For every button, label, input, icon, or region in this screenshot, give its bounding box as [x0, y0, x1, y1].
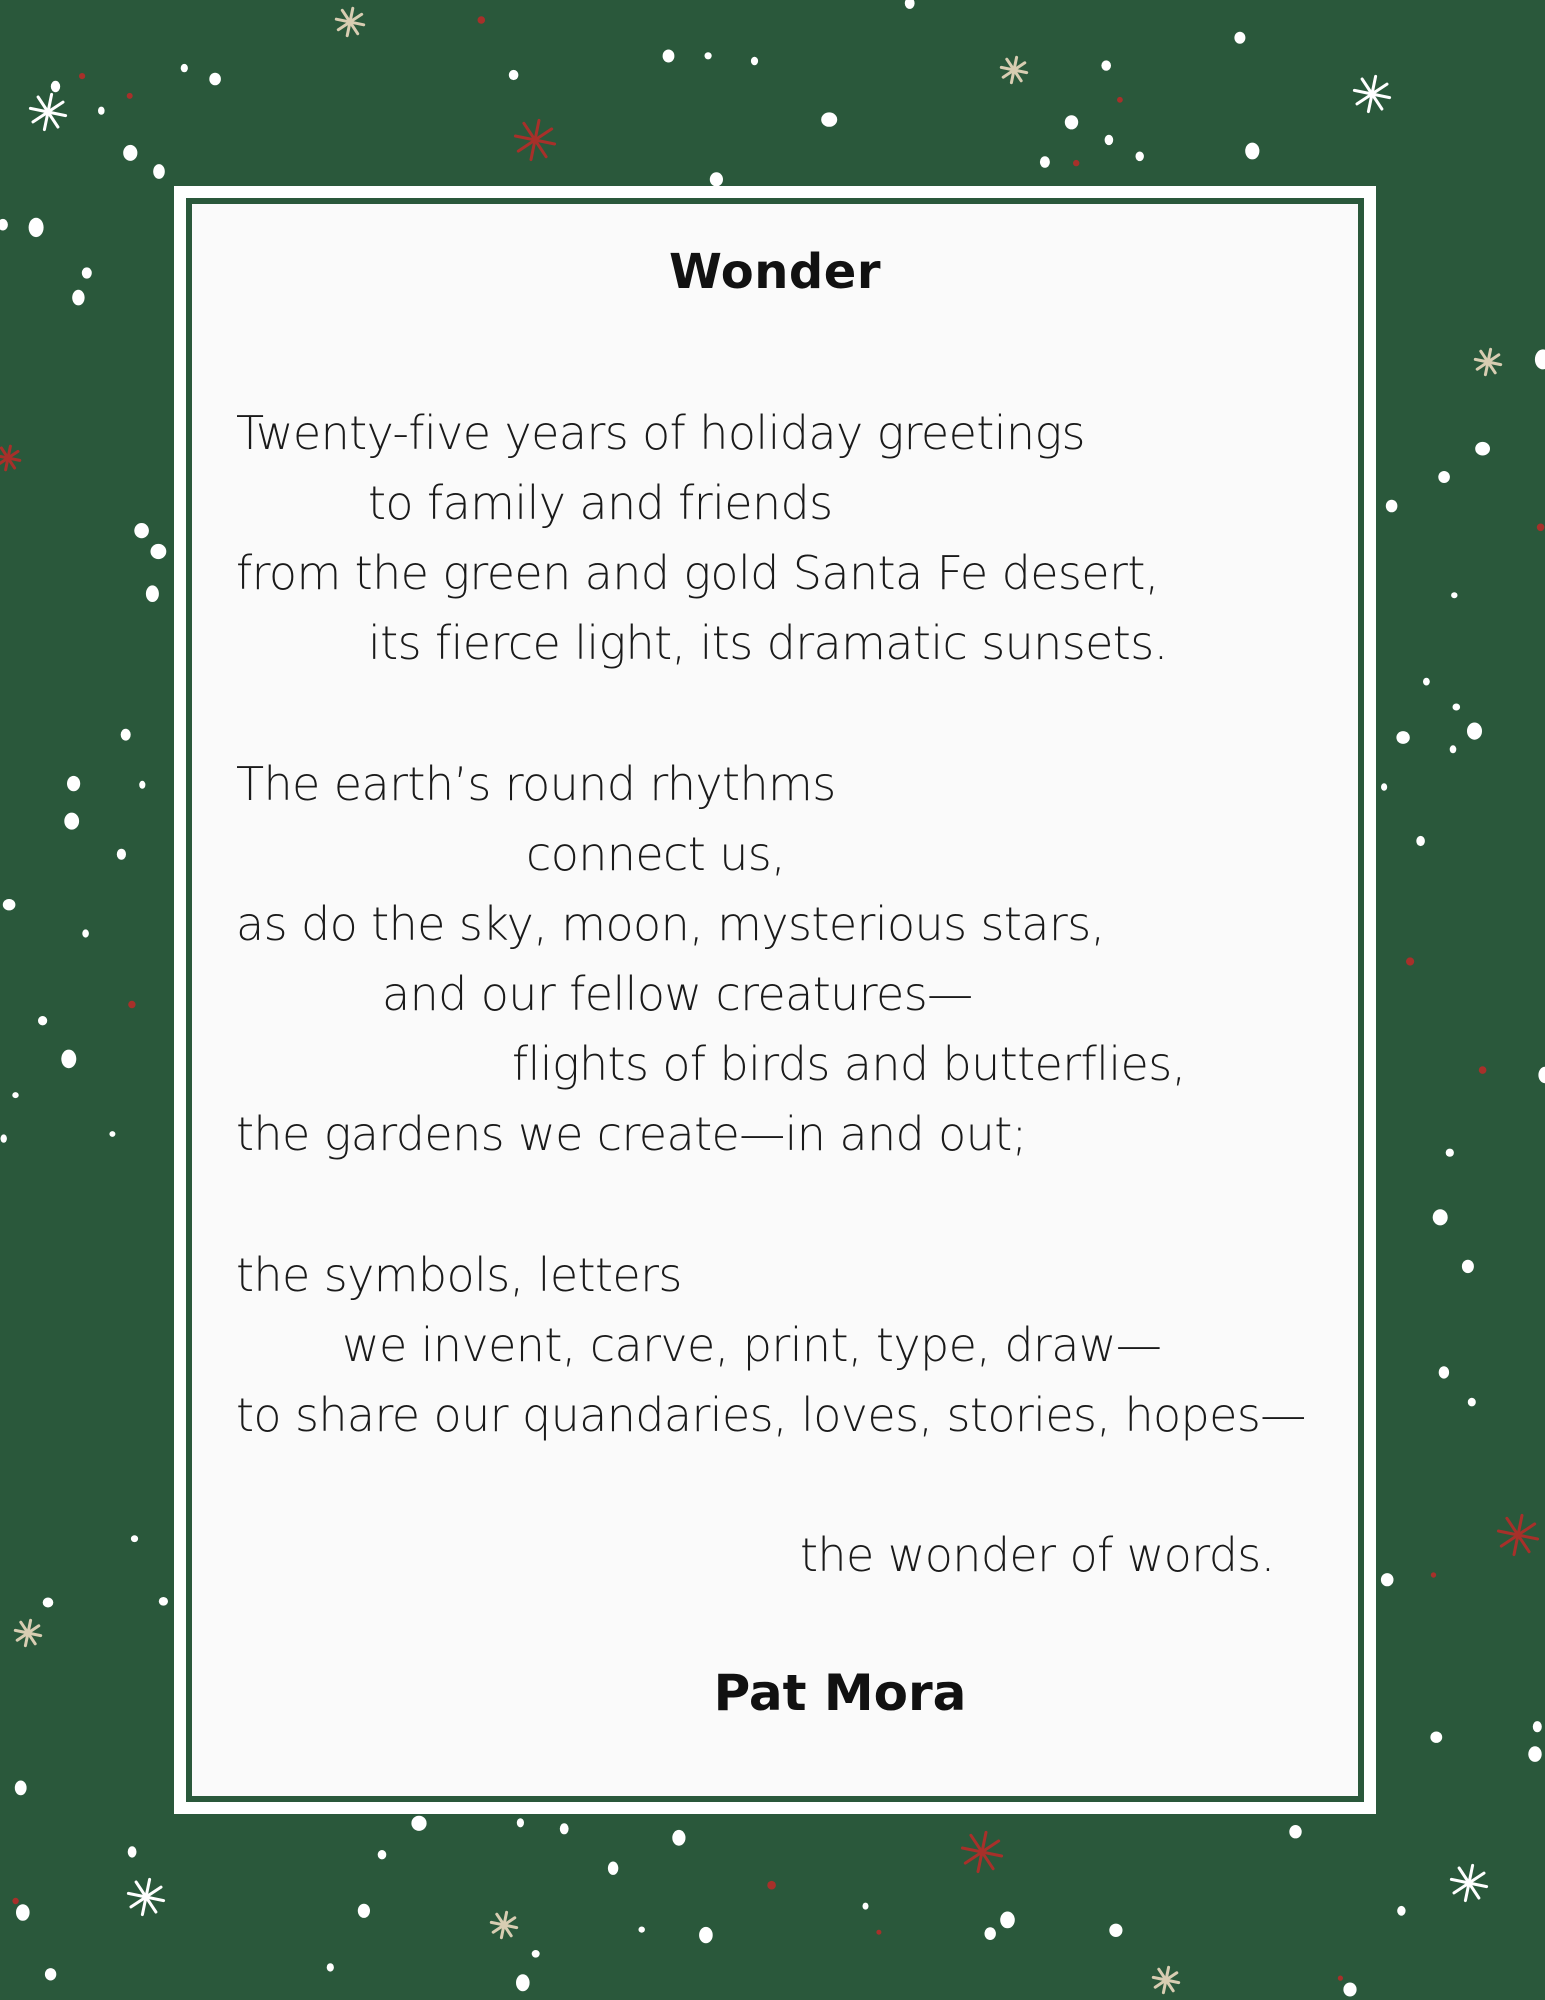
snow-dot — [1439, 1366, 1449, 1378]
snow-dot — [43, 1598, 54, 1608]
poem-card-inner — [186, 198, 1364, 1802]
snow-dot — [1397, 1906, 1405, 1916]
snow-dot — [67, 776, 80, 791]
snow-dot — [1101, 60, 1111, 70]
snow-dot — [1040, 156, 1050, 168]
star-icon — [515, 120, 554, 159]
snow-dot — [509, 70, 519, 80]
snow-dot — [1, 1134, 7, 1142]
snow-dot — [16, 1904, 30, 1921]
snow-dot — [710, 172, 723, 186]
snow-dot — [0, 219, 8, 231]
star-icon — [30, 94, 65, 129]
snow-dot — [1000, 1912, 1015, 1929]
snow-dot — [1538, 1067, 1545, 1083]
snow-dot — [1475, 442, 1490, 456]
snow-dot — [82, 929, 89, 937]
poem-line: the gardens we create—in and out; — [236, 1107, 1027, 1161]
snow-dot — [1528, 1746, 1541, 1762]
red-dot — [12, 1898, 18, 1904]
star-icon — [1475, 349, 1500, 374]
snow-dot — [159, 1597, 168, 1606]
red-dot — [1338, 1976, 1343, 1981]
snow-dot — [1451, 592, 1457, 598]
star-icon — [962, 1832, 1001, 1871]
snow-dot — [45, 1968, 56, 1980]
red-dot — [1406, 957, 1414, 965]
snow-dot — [411, 1816, 426, 1831]
snow-dot — [181, 64, 188, 72]
star-icon — [15, 1620, 40, 1645]
snow-dot — [517, 1818, 524, 1827]
red-dot — [1117, 97, 1123, 103]
snow-dot — [1136, 152, 1144, 162]
poem-line: from the green and gold Santa Fe desert, — [236, 546, 1159, 600]
snow-dot — [1105, 135, 1114, 145]
snow-dot — [1453, 704, 1461, 711]
snow-dot — [38, 1016, 47, 1025]
poem-line: and our fellow creatures— — [382, 967, 973, 1021]
poem-line: The earth’s round rhythms — [236, 757, 836, 811]
snow-dot — [1433, 1209, 1448, 1225]
poem-line: the wonder of words. — [800, 1528, 1275, 1582]
snow-dot — [139, 781, 145, 789]
red-dot — [1073, 160, 1079, 166]
poem-line: connect us, — [526, 827, 786, 881]
star-icon — [128, 1879, 163, 1914]
snow-dot — [15, 1781, 27, 1796]
red-dot — [478, 16, 486, 24]
snow-dot — [1416, 836, 1425, 846]
snow-dot — [663, 50, 675, 63]
star-icon — [336, 8, 363, 35]
snow-dot — [863, 1903, 869, 1910]
red-dot — [1479, 1066, 1487, 1074]
snow-dot — [146, 585, 159, 602]
snow-dot — [72, 290, 84, 306]
poem-line: flights of birds and butterflies, — [512, 1037, 1186, 1091]
snow-dot — [378, 1850, 387, 1859]
snow-dot — [1533, 1721, 1542, 1732]
snow-dot — [123, 145, 137, 161]
snow-dot — [64, 813, 79, 830]
poem-author: Pat Mora — [713, 1664, 967, 1722]
red-dot — [876, 1930, 881, 1935]
snow-dot — [1438, 471, 1450, 483]
poem-line: its fierce light, its dramatic sunsets. — [368, 616, 1168, 670]
poem-line: to share our quandaries, loves, stories, hopes— — [236, 1388, 1306, 1442]
snow-dot — [1446, 1149, 1454, 1157]
star-icon — [491, 1912, 516, 1937]
snow-dot — [151, 544, 167, 559]
snow-dot — [1381, 1573, 1394, 1586]
snow-dot — [705, 52, 712, 59]
snow-dot — [1109, 1924, 1122, 1937]
snow-dot — [131, 1535, 138, 1542]
snow-dot — [209, 73, 221, 86]
snow-dot — [3, 899, 16, 910]
snow-dot — [1386, 500, 1398, 513]
poem-line: as do the sky, moon, mysterious stars, — [236, 897, 1105, 951]
red-dot — [79, 73, 85, 79]
poem-line: to family and friends — [368, 476, 833, 530]
snow-dot — [327, 1963, 334, 1971]
red-dot — [767, 1881, 776, 1890]
snow-dot — [109, 1131, 115, 1137]
red-dot — [1537, 524, 1545, 532]
snow-dot — [1535, 349, 1545, 369]
snow-dot — [1289, 1825, 1301, 1838]
snow-dot — [51, 81, 60, 92]
poem-title: Wonder — [669, 244, 881, 300]
poem-line: Twenty-five years of holiday greetings — [236, 406, 1085, 460]
star-icon — [1153, 1967, 1178, 1992]
snow-dot — [985, 1927, 996, 1940]
star-icon — [1001, 57, 1026, 82]
star-icon — [1451, 1865, 1486, 1900]
snow-dot — [1381, 783, 1387, 791]
snow-dot — [672, 1830, 685, 1846]
snow-dot — [121, 729, 131, 741]
snow-dot — [82, 267, 92, 278]
snow-dot — [821, 112, 837, 126]
snow-dot — [560, 1823, 569, 1834]
snow-dot — [1234, 32, 1245, 44]
snow-dot — [699, 1927, 713, 1943]
snow-dot — [608, 1862, 618, 1875]
red-dot — [1431, 1572, 1436, 1577]
red-dot — [127, 93, 133, 99]
snow-dot — [29, 218, 44, 237]
snow-dot — [1467, 723, 1482, 740]
snow-dot — [1065, 115, 1078, 129]
snow-dot — [61, 1050, 76, 1069]
snow-dot — [905, 0, 915, 9]
snow-dot — [639, 1927, 645, 1933]
snow-dot — [117, 849, 126, 860]
poem-line: the symbols, letters — [236, 1248, 682, 1302]
snow-dot — [98, 107, 105, 115]
snow-dot — [751, 57, 758, 66]
star-icon — [0, 446, 20, 470]
star-icon — [1498, 1515, 1537, 1554]
snow-dot — [358, 1904, 370, 1918]
snow-dot — [1396, 731, 1409, 744]
snow-dot — [532, 1950, 540, 1958]
poem-line: we invent, carve, print, type, draw— — [342, 1318, 1162, 1372]
snow-dot — [153, 164, 165, 179]
snow-dot — [1245, 143, 1259, 160]
snow-dot — [1468, 1398, 1476, 1407]
snow-dot — [12, 1092, 18, 1098]
snow-dot — [1343, 1983, 1356, 1997]
red-dot — [128, 1001, 135, 1008]
star-icon — [1354, 76, 1389, 111]
snow-dot — [134, 523, 149, 538]
snow-dot — [1462, 1260, 1474, 1273]
snow-dot — [516, 1974, 530, 1991]
snow-dot — [1430, 1732, 1442, 1743]
snow-dot — [128, 1846, 137, 1857]
snow-dot — [1423, 678, 1430, 686]
poem-card — [174, 186, 1376, 1814]
snow-dot — [1450, 745, 1457, 753]
